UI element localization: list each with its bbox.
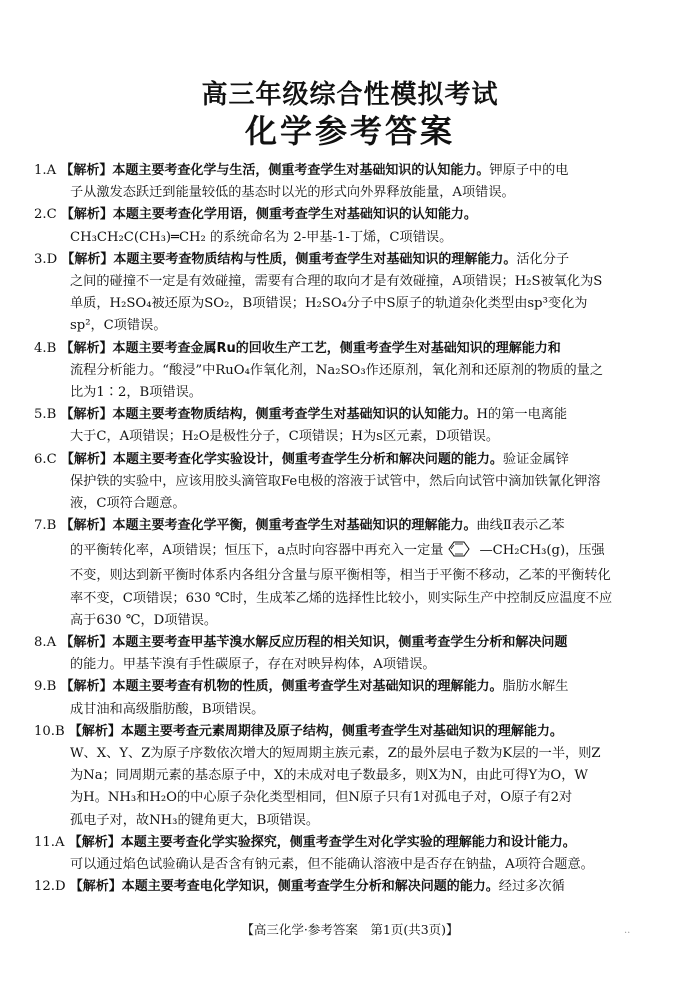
answer-number: 12.D <box>34 879 66 895</box>
answer-heading: 【解析】本题主要考查有机物的性质，侧重考查学生对基础知识的理解能力。 <box>60 679 503 695</box>
answer-number: 5.B <box>34 407 57 423</box>
answer-text: 不变，则达到新平衡时体系内各组分含量与原平衡相等，相当于平衡不移动，乙苯的平衡转化 <box>70 568 611 584</box>
answer-item-4 <box>34 338 664 405</box>
answer-text: H的第一电离能 <box>476 407 568 423</box>
answer-number: 2.C <box>34 207 57 223</box>
answer-number: 10.B <box>34 723 65 739</box>
answer-item-3 <box>34 249 664 338</box>
answer-number: 11.A <box>34 834 65 850</box>
answer-text-segment: ，压强 <box>565 543 605 559</box>
answer-text: 高于630 ℃，D项错误。 <box>70 612 218 628</box>
answer-heading: 【解析】本题主要考查化学实验探究，侧重考查学生对化学实验的理解能力和设计能力。 <box>68 834 576 850</box>
answer-number: 8.A <box>34 635 57 651</box>
answer-text: 脂肪水解生 <box>502 679 569 695</box>
answer-heading: 【解析】本题主要考查元素周期律及原子结构，侧重考查学生对基础知识的理解能力。 <box>68 723 563 739</box>
answer-text: 流程分析能力。“酸浸”中RuO₄作氧化剂，Na₂SO₃作还原剂，氧化剂和还原剂的物质的量之 <box>70 362 604 378</box>
answer-text: sp²，C项错误。 <box>70 318 167 334</box>
answer-text: 成甘油和高级脂肪酸，B项错误。 <box>70 701 265 717</box>
answer-heading: 【解析】本题主要考查物质结构，侧重考查学生对基础知识的认知能力。 <box>60 407 477 423</box>
corner-mark: .. <box>624 925 631 936</box>
answer-heading: 【解析】本题主要考查甲基苄溴水解反应历程的相关知识，侧重考查学生分析和解决问题 <box>60 635 568 651</box>
answer-item-5 <box>34 404 664 448</box>
answer-text: 曲线Ⅱ表示乙苯 <box>476 518 565 534</box>
answer-text: 保护铁的实验中，应该用胶头滴管取Fe电极的溶液于试管中，然后向试管中滴加铁氰化钾溶 <box>70 473 601 489</box>
answer-text: 子从激发态跃迁到能量较低的基态时以光的形式向外界释放能量，A项错误。 <box>70 185 515 201</box>
answer-heading: 【解析】本题主要考查金属Ru的回收生产工艺，侧重考查学生对基础知识的理解能力和 <box>60 340 561 356</box>
answer-heading: 【解析】本题主要考查化学实验设计，侧重考查学生分析和解决问题的能力。 <box>60 451 503 467</box>
answer-text: 孤电子对，故NH₃的键角更大，B项错误。 <box>70 812 320 828</box>
answer-item-11 <box>34 832 664 876</box>
document-title: 高三年级综合性模拟考试 <box>201 80 499 110</box>
answer-number: 3.D <box>34 251 58 267</box>
benzene-ring-icon <box>444 541 478 557</box>
answer-text: 经过多次循 <box>498 879 565 895</box>
answer-number: 7.B <box>34 518 57 534</box>
answer-text: 活化分子 <box>516 251 570 267</box>
answer-item-10 <box>34 721 664 832</box>
answer-text <box>34 537 664 565</box>
answer-text: 液，C项符合题意。 <box>70 496 186 512</box>
page-footer: 【高三化学·参考答案 第1页(共3页)】 <box>241 922 459 937</box>
molecule-formula: —CH₂CH₃(g) <box>479 543 566 559</box>
answer-heading: 【解析】本题主要考查电化学知识，侧重考查学生分析和解决问题的能力。 <box>69 879 499 895</box>
document-subtitle: 化学参考答案 <box>244 112 455 150</box>
answer-text: 的能力。甲基苄溴有手性碳原子，存在对映异构体，A项错误。 <box>70 657 436 673</box>
answer-item-9 <box>34 676 664 720</box>
answer-text: 为Na；同周期元素的基态原子中，X的未成对电子数最多，则X为N，由此可得Y为O，W <box>70 768 588 784</box>
answer-text: CH₃CH₂C(CH₃)═CH₂ 的系统命名为 2-甲基-1-丁烯，C项错误。 <box>70 229 453 245</box>
answer-text: 可以通过焰色试验确认是否含有钠元素，但不能确认溶液中是否存在钠盐，A项符合题意。 <box>70 857 594 873</box>
answer-text: 为H。NH₃和H₂O的中心原子杂化类型相同，但N原子只有1对孤电子对，O原子有2对 <box>70 790 573 806</box>
answer-number: 6.C <box>34 451 57 467</box>
answer-text: 钾原子中的电 <box>489 163 569 178</box>
answer-item-12 <box>34 876 664 898</box>
answer-number: 1.A <box>34 163 57 178</box>
answer-text: 验证金属锌 <box>502 451 569 467</box>
answer-number: 9.B <box>34 679 57 695</box>
answer-number: 4.B <box>34 340 57 356</box>
answer-heading: 【解析】本题主要考查化学与生活，侧重考查学生对基础知识的认知能力。 <box>60 163 490 178</box>
answer-text-segment: 的平衡转化率，A项错误；恒压下，a点时向容器中再充入一定量 <box>70 543 444 559</box>
answer-heading: 【解析】本题主要考查化学平衡，侧重考查学生对基础知识的理解能力。 <box>60 518 477 534</box>
answer-item-7 <box>34 515 664 632</box>
answer-text: 单质，H₂SO₄被还原为SO₂，B项错误；H₂SO₄分子中S原子的轨道杂化类型由sp³变化为 <box>70 296 588 312</box>
answer-text: 比为1∶2，B项错误。 <box>70 385 202 401</box>
answer-text: 率不变，C项错误；630 ℃时，生成苯乙烯的选择性比较小，则实际生产中控制反应温度不应 <box>70 590 613 606</box>
answer-text: 大于C，A项错误；H₂O是极性分子，C项错误；H为s区元素，D项错误。 <box>70 429 500 445</box>
answer-item-8 <box>34 632 664 676</box>
answer-item-2 <box>34 204 664 248</box>
answer-heading: 【解析】本题主要考查化学用语，侧重考查学生对基础知识的认知能力。 <box>60 207 477 223</box>
answer-item-6 <box>34 449 664 516</box>
answer-list <box>34 160 664 899</box>
answer-heading: 【解析】本题主要考查物质结构与性质，侧重考查学生对基础知识的理解能力。 <box>61 251 517 267</box>
answer-text: W、X、Y、Z为原子序数依次增大的短周期主族元素，Z的最外层电子数为K层的一半，则Z <box>70 746 601 762</box>
answer-text: 之间的碰撞不一定是有效碰撞，需要有合理的取向才是有效碰撞，A项错误；H₂S被氧化为S <box>70 274 603 290</box>
answer-item-1 <box>34 160 664 204</box>
